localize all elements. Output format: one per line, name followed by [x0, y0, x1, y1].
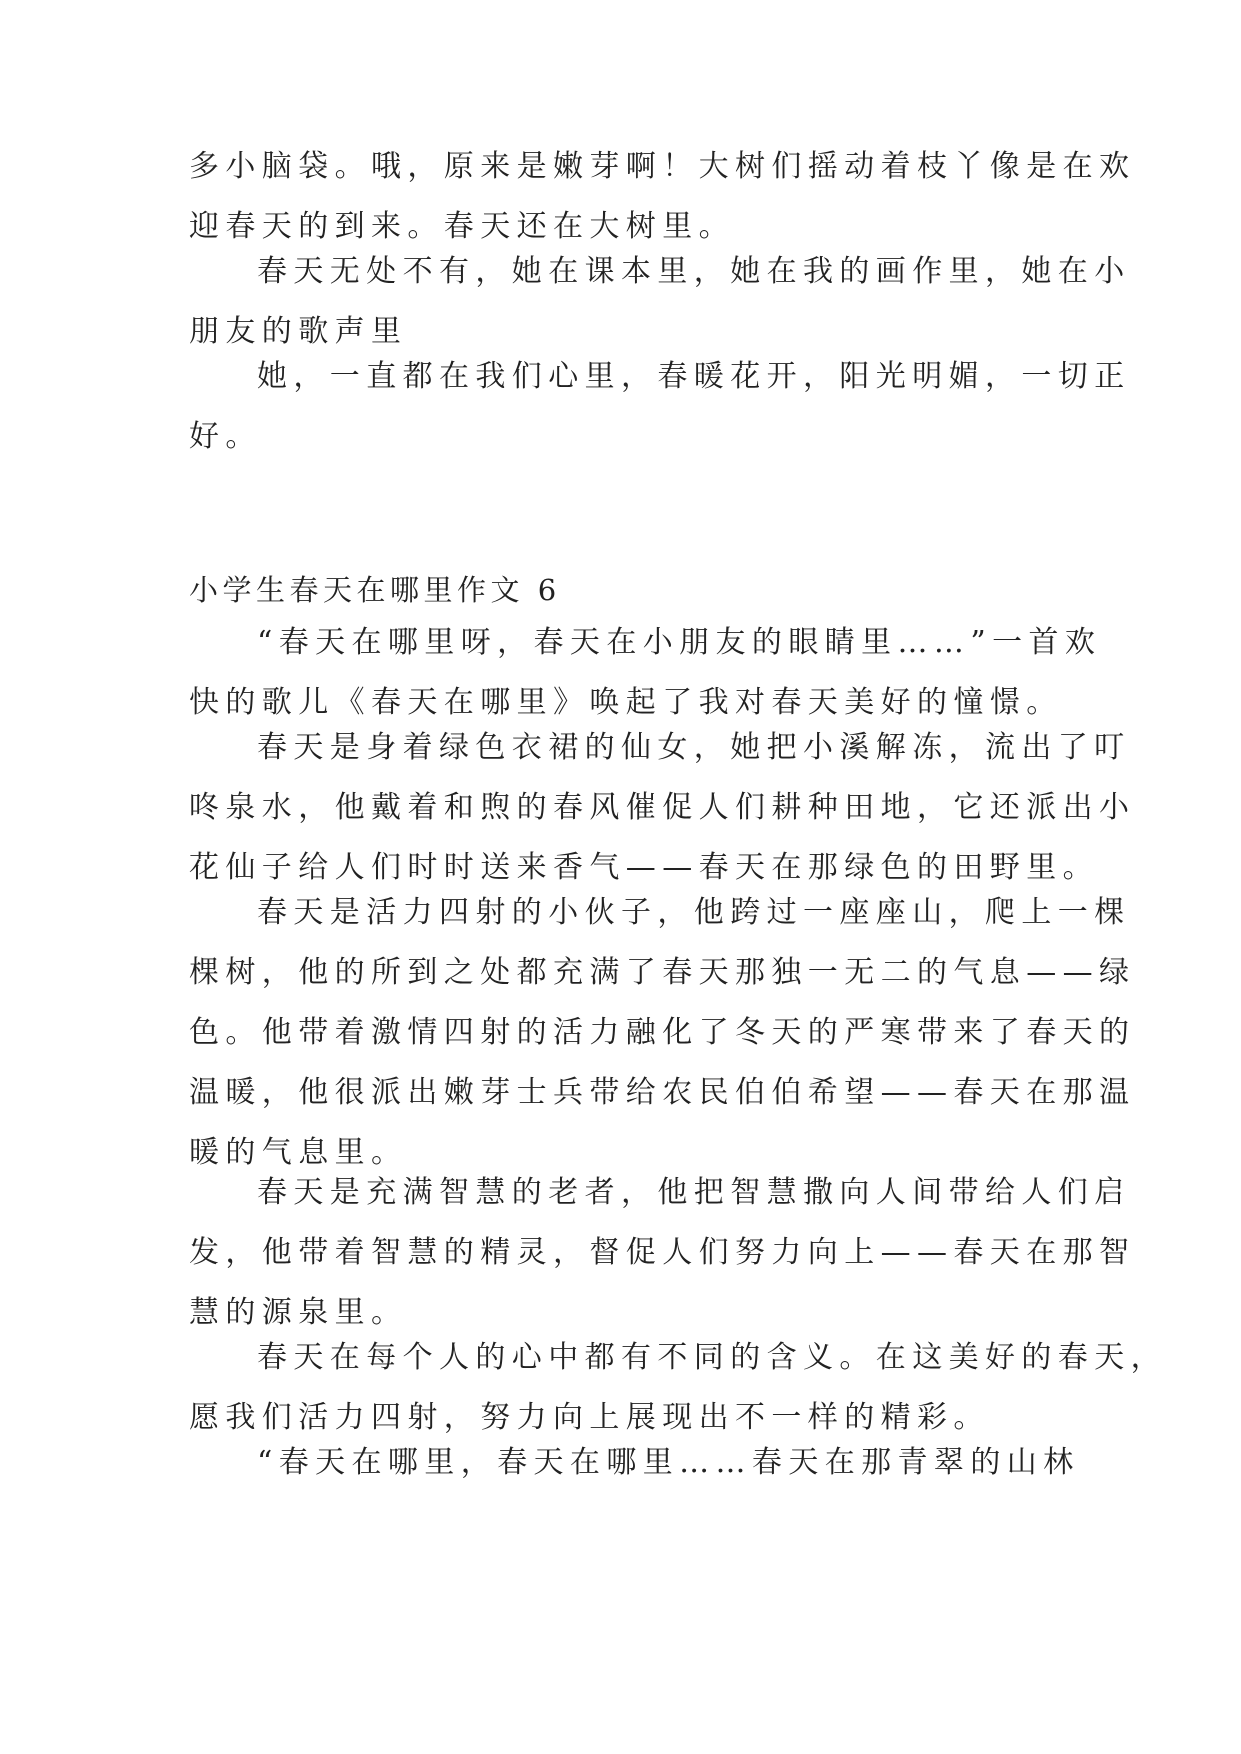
section-title: 小学生春天在哪里作文 6 [189, 573, 561, 607]
body-paragraph-1 [189, 613, 1102, 733]
continuation-paragraph-3 [189, 347, 1131, 467]
text-line: 春天是充满智慧的老者，他把智慧撒向人间带给人们启 [257, 1175, 1131, 1210]
text-line: 迎春天的到来。春天还在大树里。 [189, 209, 735, 244]
text-line: 棵树，他的所到之处都充满了春天那独一无二的气息——绿 [189, 955, 1136, 990]
text-line: 她，一直都在我们心里，春暖花开，阳光明媚，一切正 [257, 359, 1131, 394]
body-paragraph-4 [189, 1163, 1136, 1343]
text-line: “春天在哪里，春天在哪里……春天在那青翠的山林 [257, 1445, 1080, 1480]
text-line: 朋友的歌声里 [189, 314, 408, 349]
text-line: 色。他带着激情四射的活力融化了冬天的严寒带来了春天的 [189, 1015, 1136, 1050]
text-line: 快的歌儿《春天在哪里》唤起了我对春天美好的憧憬。 [189, 685, 1063, 720]
text-line: 慧的源泉里。 [189, 1295, 408, 1330]
text-line: 咚泉水，他戴着和煦的春风催促人们耕种田地，它还派出小 [189, 790, 1136, 825]
text-line: “春天在哪里呀，春天在小朋友的眼睛里……”一首欢 [257, 625, 1102, 660]
text-line: 好。 [189, 419, 262, 454]
body-paragraph-3 [189, 883, 1136, 1183]
body-paragraph-2 [189, 718, 1136, 898]
text-line: 暖的气息里。 [189, 1135, 408, 1170]
body-paragraph-5 [189, 1328, 1167, 1448]
text-line: 春天是活力四射的小伙子，他跨过一座座山，爬上一棵 [257, 895, 1131, 930]
continuation-paragraph-1 [189, 137, 1136, 257]
continuation-paragraph-2 [189, 242, 1131, 362]
text-line: 多小脑袋。哦，原来是嫩芽啊！大树们摇动着枝丫像是在欢 [189, 149, 1136, 184]
text-line: 愿我们活力四射，努力向上展现出不一样的精彩。 [189, 1400, 990, 1435]
text-line: 春天无处不有，她在课本里，她在我的画作里，她在小 [257, 254, 1131, 289]
body-paragraph-6 [189, 1433, 1080, 1493]
text-line: 花仙子给人们时时送来香气——春天在那绿色的田野里。 [189, 850, 1099, 885]
text-line: 春天在每个人的心中都有不同的含义。在这美好的春天， [257, 1340, 1167, 1375]
text-line: 温暖，他很派出嫩芽士兵带给农民伯伯希望——春天在那温 [189, 1075, 1136, 1110]
text-line: 发，他带着智慧的精灵，督促人们努力向上——春天在那智 [189, 1235, 1136, 1270]
text-line: 春天是身着绿色衣裙的仙女，她把小溪解冻，流出了叮 [257, 730, 1131, 765]
